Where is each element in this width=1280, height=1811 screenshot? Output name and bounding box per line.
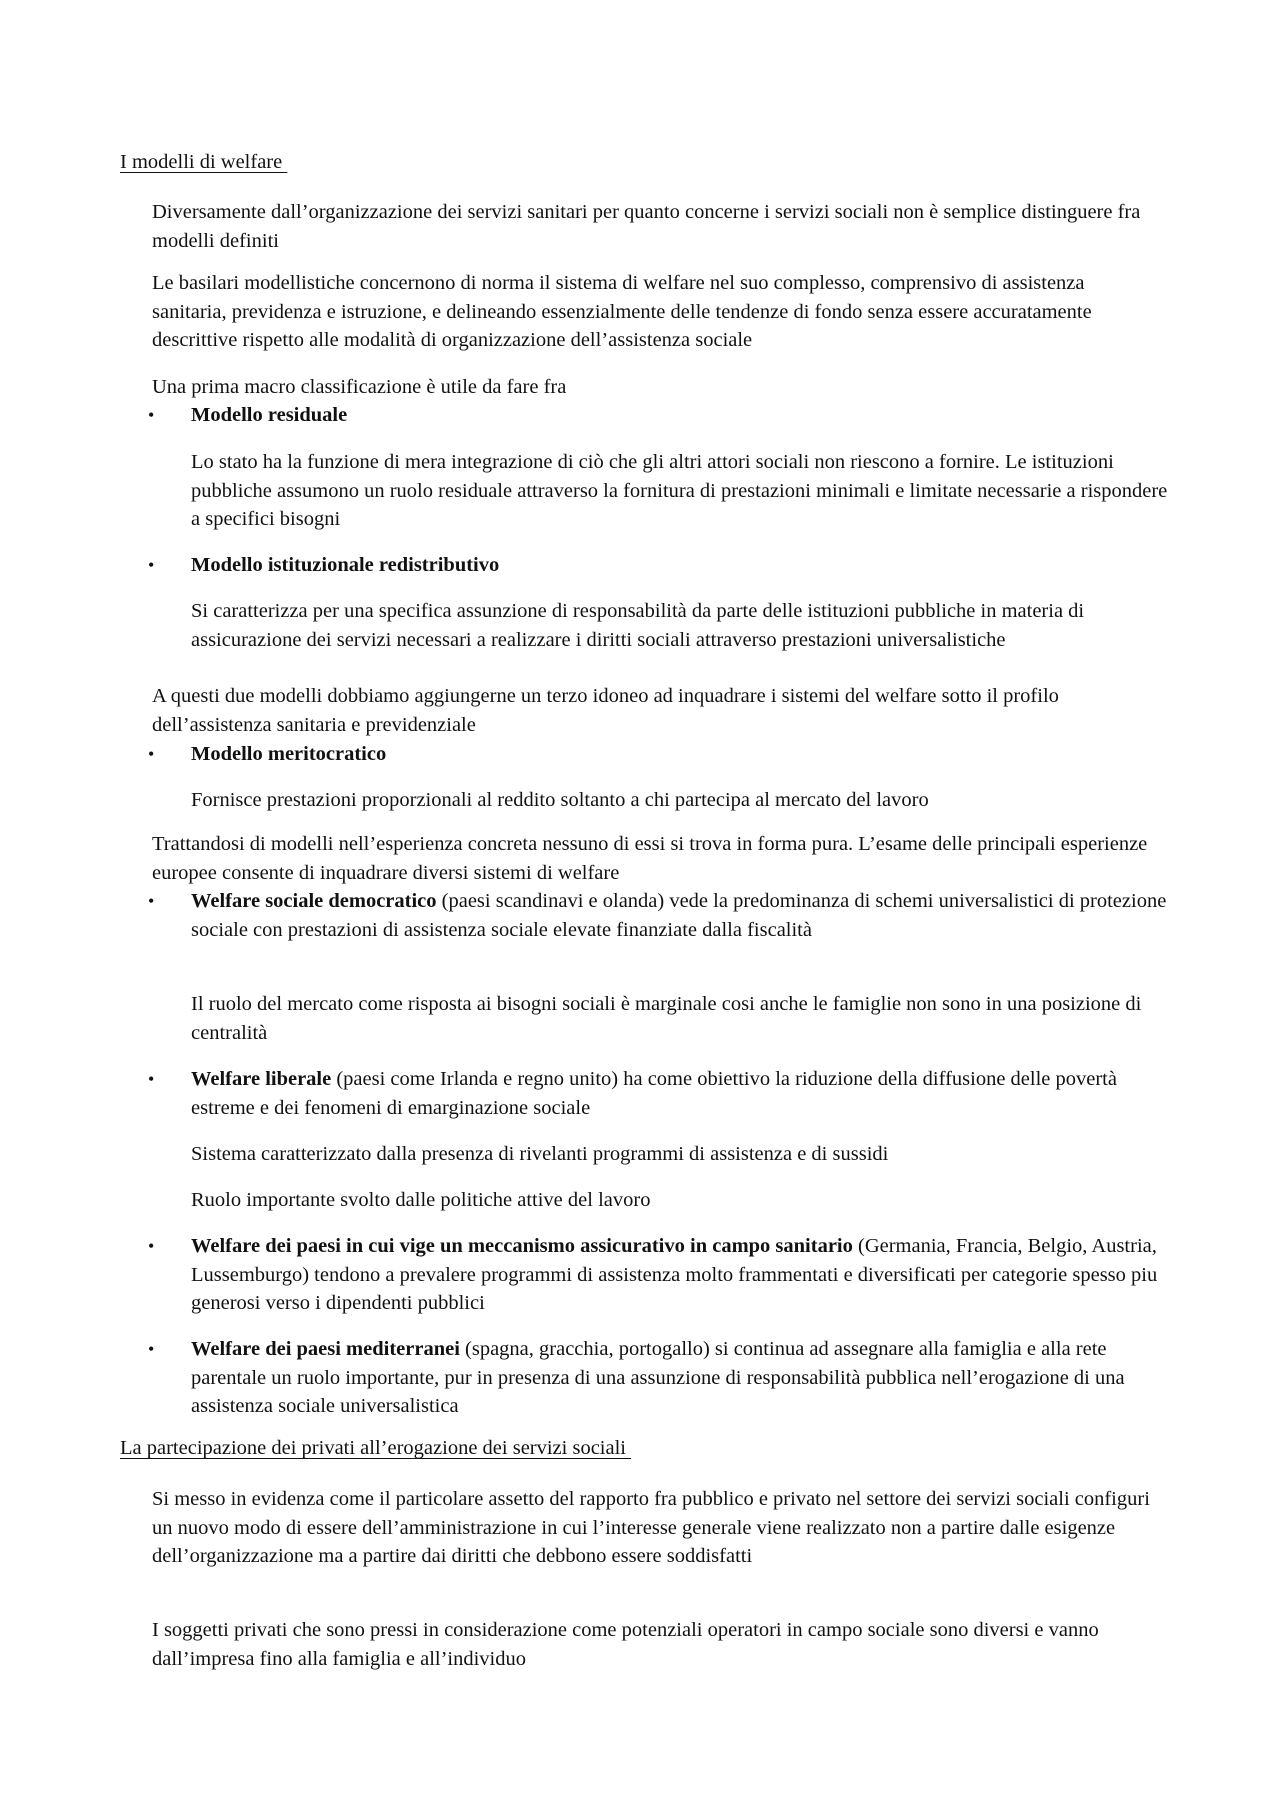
welfare-mediterranean-item xyxy=(191,1335,1181,1421)
welfare-insurance-title: Welfare dei paesi in cui vige un meccanismo assicurativo in campo sanitario xyxy=(191,1235,853,1257)
bullet-marker: • xyxy=(148,1339,155,1359)
intro-paragraph-2: Le basilari modellistiche concernono di norma il sistema di welfare nel suo complesso, comprensivo di assistenza sanitaria, previdenza e istruzione, e delineando essenzialmente delle tendenze di fondo senza essere accuratamente descrittive rispetto alle modalità di organizzazione dell’assistenza sociale xyxy=(152,272,1092,351)
model-institutional-description: Si caratterizza per una specifica assunzione di responsabilità da parte delle istituzioni pubbliche in materia di assicurazione dei servizi necessari a realizzare i diritti sociali attraverso prestazioni universalistiche xyxy=(191,600,1085,651)
model-meritocratic-title: Modello meritocratico xyxy=(191,743,387,765)
model-residual-title: Modello residuale xyxy=(191,404,348,426)
welfare-social-democratic-item xyxy=(191,887,1181,944)
welfare-social-democratic-title: Welfare sociale democratico xyxy=(191,890,437,912)
welfare-liberal-item xyxy=(191,1065,1181,1122)
bullet-marker: • xyxy=(148,1069,155,1089)
bullet-marker: • xyxy=(148,405,155,425)
welfare-social-democratic-text: (paesi scandinavi e olanda) vede la predominanza di schemi universalistici di protezione sociale con prestazioni di assistenza sociale elevate finanziate dalla fiscalità xyxy=(191,890,1167,941)
concrete-experience-intro: Trattandosi di modelli nell’esperienza concreta nessuno di essi si trova in forma pura. L’esame delle principali esperienze europee consente di inquadrare diversi sistemi di welfare xyxy=(152,833,1148,884)
bullet-marker: • xyxy=(148,555,155,575)
welfare-mediterranean-title: Welfare dei paesi mediterranei xyxy=(191,1338,460,1360)
section-heading-welfare-models: I modelli di welfare xyxy=(120,151,288,173)
bullet-marker: • xyxy=(148,744,155,764)
welfare-insurance-text: (Germania, Francia, Belgio, Austria, Lussemburgo) tendono a prevalere programmi di assistenza molto frammentati e diversificati per categorie spesso piu generosi verso i dipendenti pubblici xyxy=(191,1235,1158,1314)
bullet-marker: • xyxy=(148,1236,155,1256)
private-participation-paragraph-1: Si messo in evidenza come il particolare assetto del rapporto fra pubblico e privato nel settore dei servizi sociali configuri un nuovo modo di essere dell’amministrazione in cui l’interesse generale viene realizzato non a partire dalle esigenze dell’organizzazione ma a partire dai diritti che debbono essere soddisfatti xyxy=(152,1488,1150,1567)
welfare-liberal-note-1: Sistema caratterizzato dalla presenza di rivelanti programmi di assistenza e di sussidi xyxy=(191,1143,889,1165)
welfare-liberal-text: (paesi come Irlanda e regno unito) ha come obiettivo la riduzione della diffusione delle povertà estreme e dei fenomeni di emarginazione sociale xyxy=(191,1068,1117,1119)
welfare-liberal-note-2: Ruolo importante svolto dalle politiche attive del lavoro xyxy=(191,1189,651,1211)
classification-intro: Una prima macro classificazione è utile da fare fra xyxy=(152,376,567,398)
welfare-mediterranean-text: (spagna, gracchia, portogallo) si continua ad assegnare alla famiglia e alla rete parentale un ruolo importante, pur in presenza di una assunzione di responsabilità pubblica nell’erogazione di una assistenza sociale universalistica xyxy=(191,1338,1125,1417)
third-model-intro: A questi due modelli dobbiamo aggiungerne un terzo idoneo ad inquadrare i sistemi del welfare sotto il profilo dell’assistenza sanitaria e previdenziale xyxy=(152,685,1059,736)
section-heading-private-participation: La partecipazione dei privati all’erogazione dei servizi sociali xyxy=(120,1437,632,1459)
welfare-liberal-title: Welfare liberale xyxy=(191,1068,332,1090)
bullet-marker: • xyxy=(148,891,155,911)
welfare-social-democratic-note: Il ruolo del mercato come risposta ai bisogni sociali è marginale cosi anche le famiglie non sono in una posizione di centralità xyxy=(191,993,1142,1044)
intro-paragraph-1: Diversamente dall’organizzazione dei servizi sanitari per quanto concerne i servizi sociali non è semplice distinguere fra modelli definiti xyxy=(152,201,1141,252)
model-residual-description: Lo stato ha la funzione di mera integrazione di ciò che gli altri attori sociali non riescono a fornire. Le istituzioni pubbliche assumono un ruolo residuale attraverso la fornitura di prestazioni minimali e limitate necessarie a rispondere a specifici bisogni xyxy=(191,451,1168,530)
model-institutional-title: Modello istituzionale redistributivo xyxy=(191,554,500,576)
private-participation-paragraph-2: I soggetti privati che sono pressi in considerazione come potenziali operatori in campo sociale sono diversi e vanno dall’impresa fino alla famiglia e all’individuo xyxy=(152,1619,1099,1670)
model-meritocratic-description: Fornisce prestazioni proporzionali al reddito soltanto a chi partecipa al mercato del lavoro xyxy=(191,789,929,811)
welfare-insurance-item xyxy=(191,1232,1181,1318)
